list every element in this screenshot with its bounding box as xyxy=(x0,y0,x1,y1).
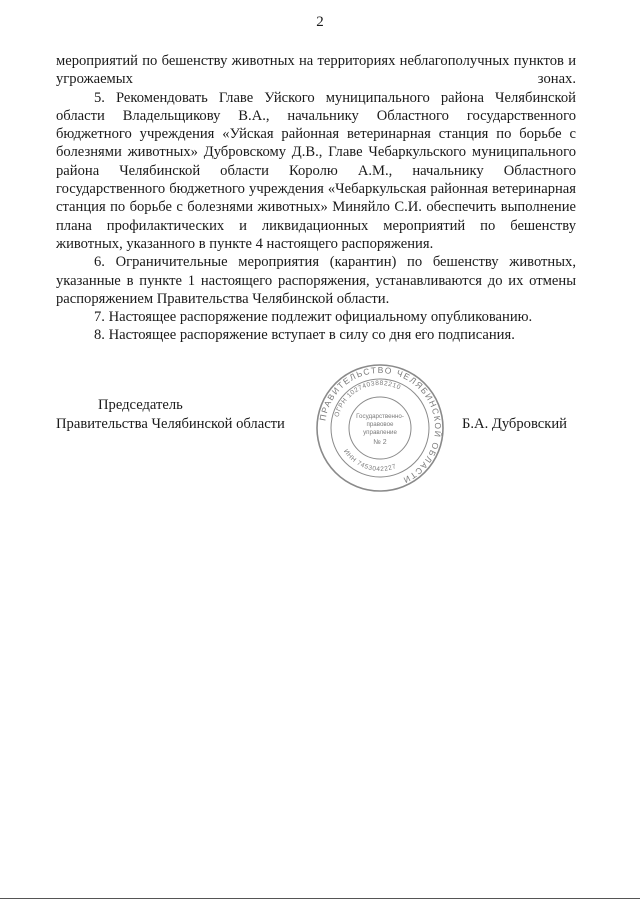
seal-inner-line3: управление xyxy=(363,429,397,436)
signatory-title xyxy=(56,396,296,434)
paragraph-item-8: 8. Настоящее распоряжение вступает в силу со дня его подписания. xyxy=(94,327,515,344)
seal-outer-text: ПРАВИТЕЛЬСТВО ЧЕЛЯБИНСКОЙ ОБЛАСТИ xyxy=(317,364,444,486)
seal-inner-line1: Государственно- xyxy=(356,413,404,420)
seal-inner-line2: правовое xyxy=(366,421,394,428)
document-body xyxy=(56,52,576,345)
paragraph-item-7: 7. Настоящее распоряжение подлежит официальному опубликованию. xyxy=(94,309,533,326)
page-number: 2 xyxy=(316,14,324,30)
svg-text:ИНН 7453042227 xyxy=(342,448,398,473)
official-seal xyxy=(314,362,446,494)
signatory-title-line2: Правительства Челябинской области xyxy=(56,416,285,432)
seal-inner-line4: № 2 xyxy=(373,439,387,446)
seal-inn-text: ИНН 7453042227 xyxy=(342,448,398,474)
paragraph-continuation: мероприятий по бешенству животных на территориях неблагополучных пунктов и угрожаемых зонах. xyxy=(56,53,576,88)
signatory-name: Б.А. Дубровский xyxy=(462,416,567,432)
signatory-title-line1: Председатель xyxy=(98,397,183,413)
paragraph-item-5: 5. Рекомендовать Главе Уйского муниципального района Челябинской области Владельщикову В.А., начальнику Областного государственного бюджетного учреждения «Уйская районная ветеринарная станция по борьбе с болезнями животных» Дубровскому Д.В., Главе Чебаркульского муниципального района Челябинской области Королю А.М., начальнику Областного государственного бюджетного учреждения «Чебаркульская районная ветеринарная станция по борьбе с болезнями животных» Миняйло С.И. обеспечить выполнение плана профилактических и ликвидационных мероприятий по бешенству животных, указанного в пункте 4 настоящего распоряжения. xyxy=(56,89,576,252)
footer-divider xyxy=(0,898,640,899)
seal-graphic xyxy=(314,362,446,494)
seal-ogrn-text: ОГРН 1027403882210 xyxy=(333,379,402,418)
paragraph-item-6: 6. Ограничительные мероприятия (карантин) по бешенству животных, указанные в пункте 1 настоящего распоряжения, устанавливаются до их отмены распоряжением Правительства Челябинской области. xyxy=(56,254,576,307)
